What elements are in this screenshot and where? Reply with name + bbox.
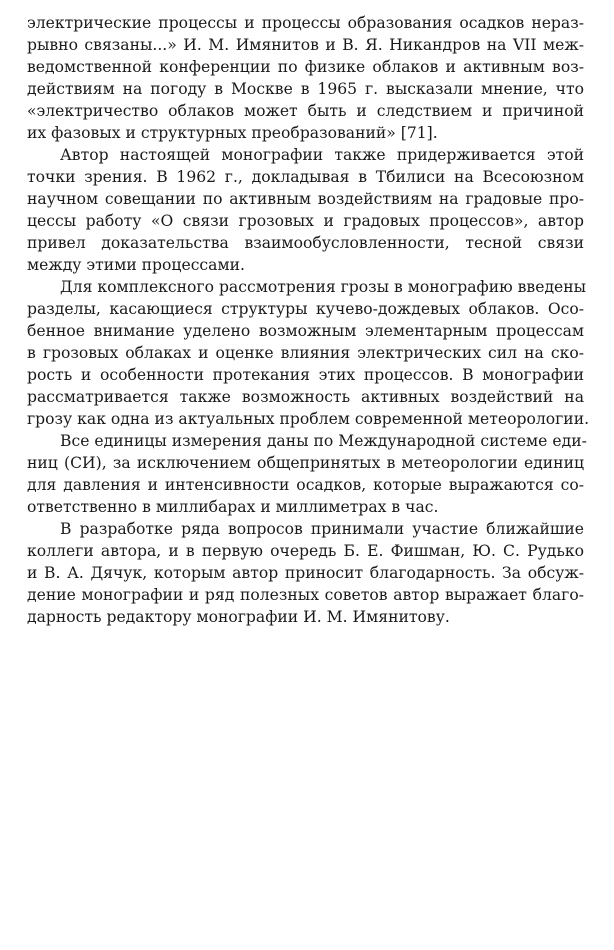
text-line: Для комплексного рассмотрения грозы в монографию введены <box>60 278 587 296</box>
text-line: в грозовых облаках и оценке влияния электрических сил на ско- <box>27 344 584 362</box>
text-line: цессы работу «О связи грозовых и градовых процессов», автор <box>27 212 584 230</box>
text-line: ниц (СИ), за исключением общепринятых в метеорологии единиц <box>27 454 584 472</box>
text-line: Автор настоящей монографии также придерживается этой <box>60 146 584 164</box>
text-line: для давления и интенсивности осадков, которые выражаются со- <box>27 476 584 494</box>
text-line: В разработке ряда вопросов принимали участие ближайшие <box>60 520 584 538</box>
text-line: грозу как одна из актуальных проблем современной метеорологии. <box>27 410 590 428</box>
text-line: их фазовых и структурных преобразований» [71]. <box>27 124 438 142</box>
text-line: рость и особенности протекания этих процессов. В монографии <box>27 366 584 384</box>
text-line: ответственно в миллибарах и миллиметрах в час. <box>27 498 439 516</box>
text-line: дарность редактору монографии И. М. Имянитову. <box>27 608 450 626</box>
text-line: Все единицы измерения даны по Международной системе еди- <box>60 432 587 450</box>
text-line: точки зрения. В 1962 г., докладывая в Тбилиси на Всесоюзном <box>27 168 584 186</box>
text-line: и В. А. Дячук, которым автор приносит благодарность. За обсуж- <box>27 564 584 582</box>
text-line: рассматривается также возможность активных воздействий на <box>27 388 584 406</box>
text-line: бенное внимание уделено возможным элементарным процессам <box>27 322 584 340</box>
text-line: привел доказательства взаимообусловленности, тесной связи <box>27 234 584 252</box>
text-line: дение монографии и ряд полезных советов автор выражает благо- <box>27 586 584 604</box>
text-line: между этими процессами. <box>27 256 245 274</box>
text-line: коллеги автора, и в первую очередь Б. Е. Фишман, Ю. С. Рудько <box>27 542 584 560</box>
text-line: действиям на погоду в Москве в 1965 г. высказали мнение, что <box>27 80 584 98</box>
text-line: электрические процессы и процессы образования осадков нераз- <box>27 14 584 32</box>
text-line: рывно связаны...» И. М. Имянитов и В. Я. Никандров на VII меж- <box>27 36 584 54</box>
text-line: ведомственной конференции по физике облаков и активным воз- <box>27 58 584 76</box>
text-line: научном совещании по активным воздействиям на градовые про- <box>27 190 584 208</box>
text-line: разделы, касающиеся структуры кучево-дождевых облаков. Осо- <box>27 300 584 318</box>
text-line: «электричество облаков может быть и следствием и причиной <box>27 102 584 120</box>
